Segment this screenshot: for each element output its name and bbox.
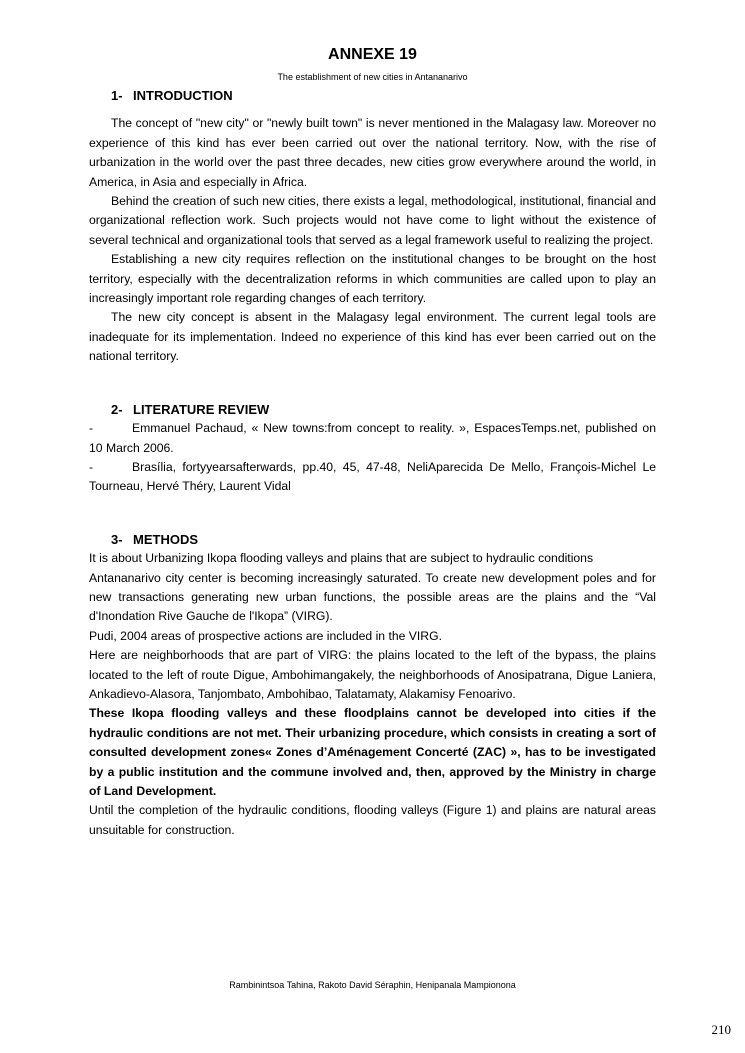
section-heading-methods: [111, 530, 656, 549]
section-heading-literature-review: [111, 400, 656, 419]
section-title: INTRODUCTION: [133, 88, 233, 103]
page-number: 210: [711, 1022, 731, 1037]
section-number: 1-: [111, 88, 123, 103]
reference-item: - Brasília, fortyyearsafterwards, pp.40, 45, 47-48, NeliAparecida De Mello, François-Michel Le Tourneau, Hervé Théry, Laurent Vidal: [89, 458, 656, 497]
section-heading-introduction: [111, 86, 656, 105]
document-body: [89, 86, 656, 840]
section-title: METHODS: [133, 531, 198, 547]
intro-paragraph: Establishing a new city requires reflection on the institutional changes to be brought on the host territory, especially with the decentralization reforms in which communities are called upon to play an increasingly important role regarding changes of each territory.: [89, 252, 656, 306]
section-number: 3-: [111, 531, 123, 547]
reference-item: - Emmanuel Pachaud, « New towns:from concept to reality. », EspacesTemps.net, published on 10 March 2006.: [89, 419, 656, 458]
methods-paragraph: Until the completion of the hydraulic conditions, flooding valleys (Figure 1) and plains are natural areas unsuitable for construction.: [89, 803, 656, 837]
methods-paragraph-bold: These Ikopa flooding valleys and these floodplains cannot be developed into cities if the hydraulic conditions are not met. Their urbanizing procedure, which consists in creating a sort of consulted development zones« Zones d’Aménagement Concerté (ZAC) », has to be investigated by a public institution and the commune involved and, then, approved by the Ministry in charge of Land Development.: [89, 706, 656, 798]
methods-paragraph: Antananarivo city center is becoming increasingly saturated. To create new development poles and for new transactions generating new urban functions, the possible areas are the plains and the “Val d'Inondation Rive Gauche de l'Ikopa” (VIRG).: [89, 570, 656, 624]
methods-paragraph: Here are neighborhoods that are part of VIRG: the plains located to the left of the bypass, the plains located to the left of route Digue, Ambohimangakely, the neighborhoods of Anosipatrana, Digue Laniera, Ankadievo-Alasora, Tanjombato, Ambohibao, Talatamaty, Alakamisy Fenoarivo.: [89, 648, 656, 701]
intro-paragraph: The concept of "new city" or "newly built town" is never mentioned in the Malagasy law. Moreover no experience of this kind has ever been carried out over the national territory. Now, with the rise of urbanization in the world over the past three decades, new cities grow everywhere around the world, in America, in Asia and especially in Africa.: [89, 116, 656, 189]
intro-paragraph: Behind the creation of such new cities, there exists a legal, methodological, institutional, financial and organizational reflection work. Such projects would not have come to light without the existence of several technical and organizational tools that served as a legal framework useful to realizing the project.: [89, 194, 656, 247]
methods-paragraph: It is about Urbanizing Ikopa flooding valleys and plains that are subject to hydraulic conditions: [89, 551, 594, 566]
footer-authors: Rambinintsoa Tahina, Rakoto David Séraphin, Henipanala Mampionona: [229, 980, 516, 990]
reference-text: Emmanuel Pachaud, « New towns:from concept to reality. », EspacesTemps.net, published on 10 March 2006.: [89, 421, 656, 455]
section-title: LITERATURE REVIEW: [133, 401, 270, 417]
section-number: 2-: [111, 401, 123, 417]
page-title: ANNEXE 19: [328, 46, 417, 63]
intro-paragraph: The new city concept is absent in the Malagasy legal environment. The current legal tools are inadequate for its implementation. Indeed no experience of this kind has ever been carried out on the national territory.: [89, 310, 656, 364]
reference-text: Brasília, fortyyearsafterwards, pp.40, 45, 47-48, NeliAparecida De Mello, François-Michel Le Tourneau, Hervé Théry, Laurent Vidal: [89, 459, 656, 494]
page-subtitle: The establishment of new cities in Antananarivo: [277, 72, 468, 82]
methods-paragraph: Pudi, 2004 areas of prospective actions are included in the VIRG.: [89, 628, 442, 643]
